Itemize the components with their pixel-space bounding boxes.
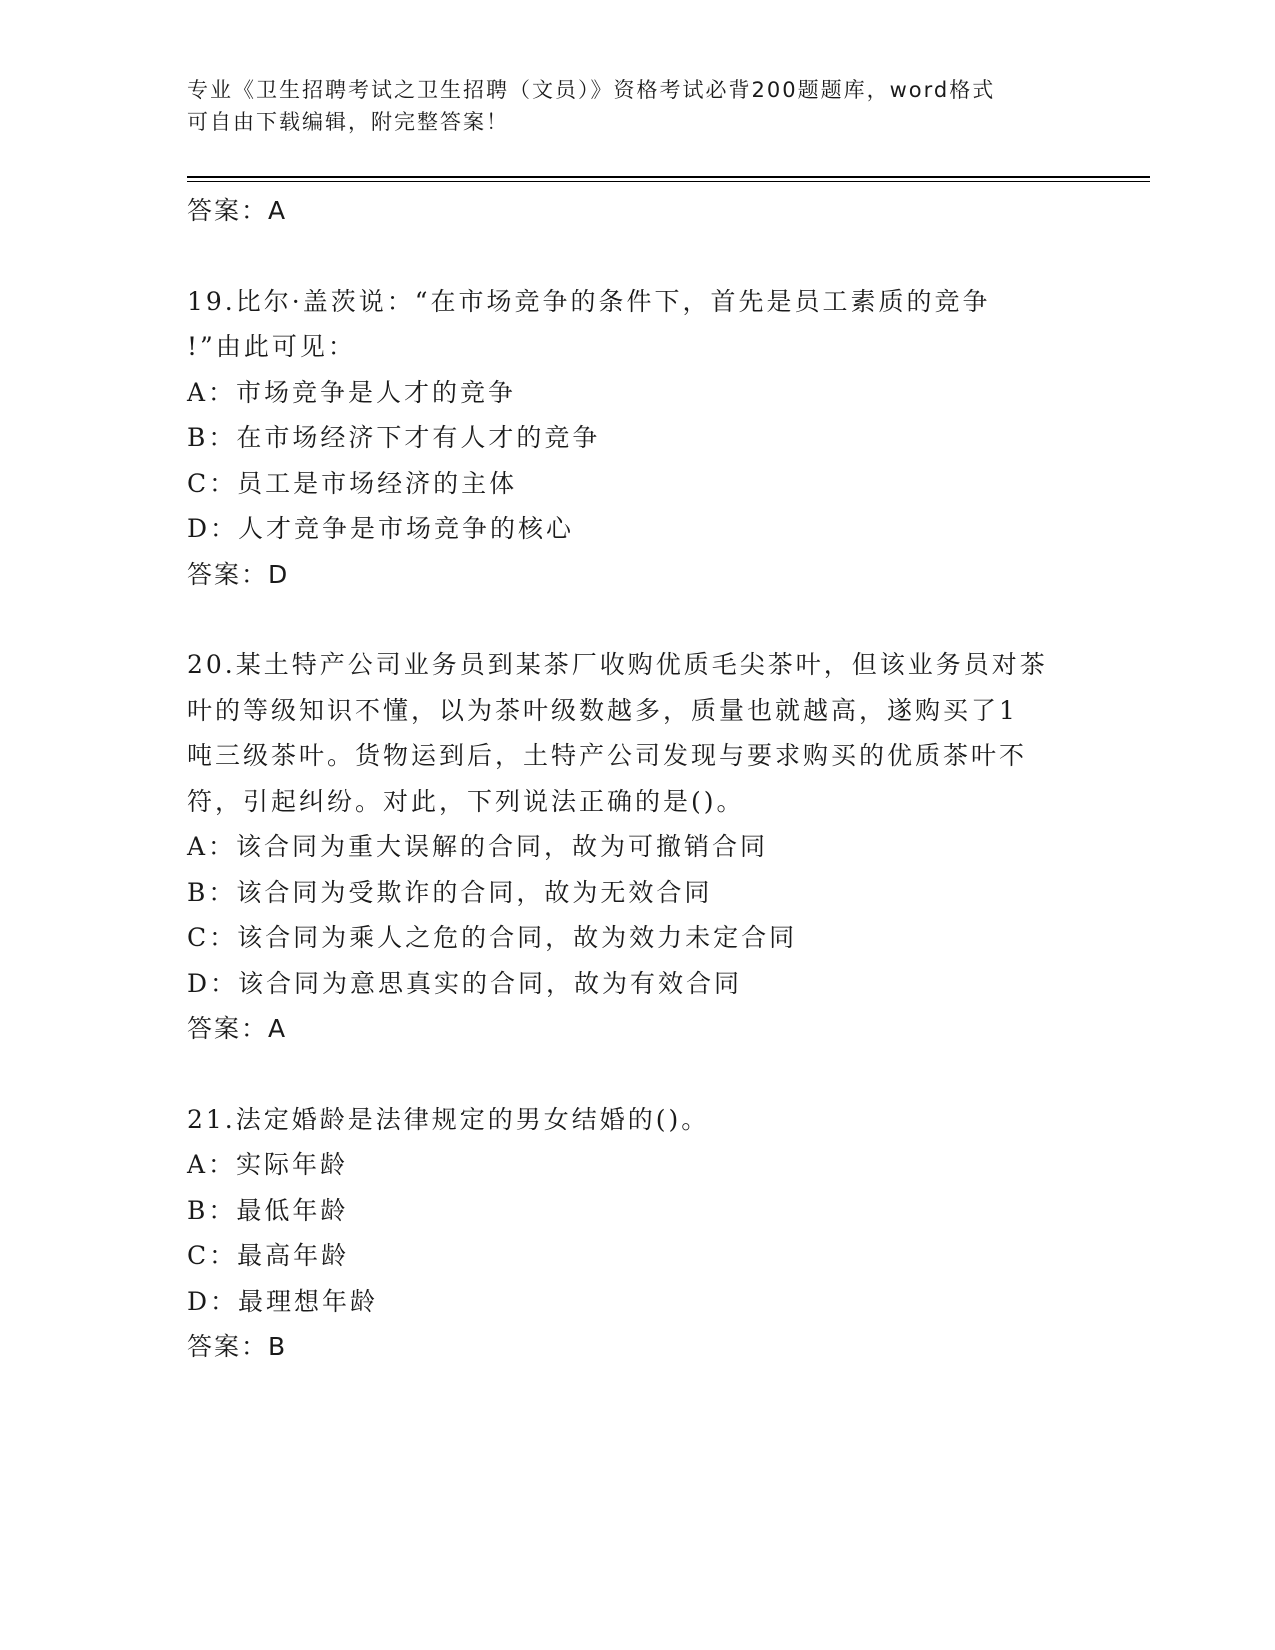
document-header xyxy=(187,74,1087,138)
answer: 答案：B xyxy=(187,1332,288,1361)
question-stem-line: 吨三级茶叶。货物运到后，土特产公司发现与要求购买的优质茶叶不 xyxy=(187,741,1028,770)
header-rule-thick xyxy=(187,176,1150,178)
option-a: A：市场竞争是人才的竞争 xyxy=(187,377,517,407)
option-d: D：该合同为意思真实的合同，故为有效合同 xyxy=(187,968,743,998)
document-body xyxy=(187,188,1087,1370)
option-c: C：最高年龄 xyxy=(187,1241,350,1270)
answer: 答案：A xyxy=(187,1014,288,1043)
option-c: C：该合同为乘人之危的合同，故为效力未定合同 xyxy=(187,923,798,952)
option-b: B：在市场经济下才有人才的竞争 xyxy=(187,423,601,452)
spacer xyxy=(187,1052,1087,1097)
option-b: B：该合同为受欺诈的合同，故为无效合同 xyxy=(187,877,713,907)
question-19 xyxy=(187,279,1087,598)
question-stem-line: 20.某土特产公司业务员到某茶厂收购优质毛尖茶叶，但该业务员对茶 xyxy=(187,650,1048,679)
header-line-1: 专业《卫生招聘考试之卫生招聘（文员）》资格考试必背200题题库，word格式 xyxy=(187,78,996,102)
spacer xyxy=(187,234,1087,279)
option-d: D：最理想年龄 xyxy=(187,1286,379,1316)
question-stem-line: 19.比尔·盖茨说：“在市场竞争的条件下，首先是员工素质的竞争 xyxy=(187,286,991,316)
question-stem-line: !”由此可见： xyxy=(187,332,356,361)
header-line-2: 可自由下载编辑，附完整答案！ xyxy=(187,110,509,134)
question-20 xyxy=(187,642,1087,1052)
option-d: D：人才竞争是市场竞争的核心 xyxy=(187,514,575,543)
option-a: A：该合同为重大误解的合同，故为可撤销合同 xyxy=(187,832,769,861)
option-b: B：最低年龄 xyxy=(187,1195,349,1225)
question-stem-line: 符，引起纠纷。对此，下列说法正确的是()。 xyxy=(187,786,745,816)
header-rule-thin xyxy=(187,181,1150,182)
question-stem-line: 叶的等级知识不懂，以为茶叶级数越多，质量也就越高，遂购买了1 xyxy=(187,695,1018,725)
option-c: C：员工是市场经济的主体 xyxy=(187,468,518,498)
question-21 xyxy=(187,1097,1087,1370)
spacer xyxy=(187,597,1087,642)
answer: 答案：D xyxy=(187,559,290,589)
option-a: A：实际年龄 xyxy=(187,1150,349,1179)
previous-answer: 答案：A xyxy=(187,196,288,225)
question-stem-line: 21.法定婚龄是法律规定的男女结婚的()。 xyxy=(187,1104,710,1134)
